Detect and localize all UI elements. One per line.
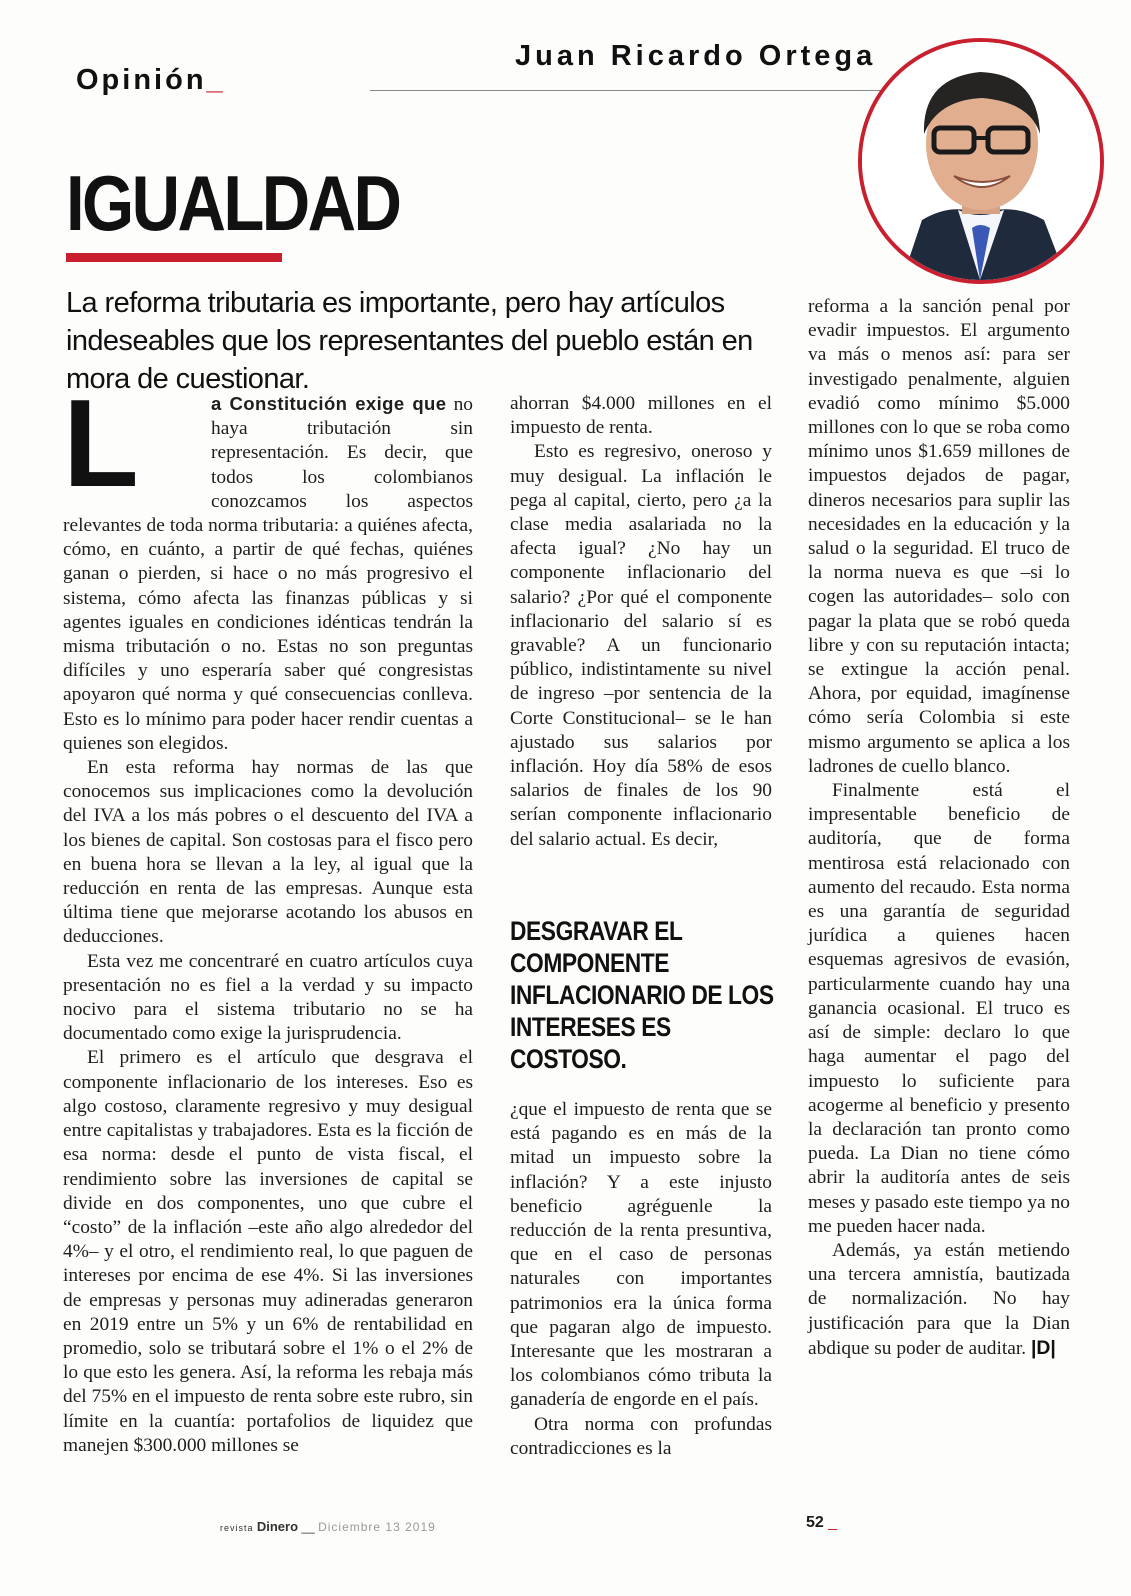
section-suffix: _: [206, 64, 226, 96]
headline-accent-bar: [66, 253, 282, 262]
article-paragraph: ¿que el impuesto de renta que se está pagando es en más de la mitad un impuesto sobre la inflación? Y a este injusto beneficio agréguenle la reducción de la renta presuntiva, que en el caso de personas naturales con importantes patrimonios era la única forma que pagaran algo de impuesto. Interesante que les mostraran a los colombianos cómo tributa la ganadería de engorde en el país.: [510, 1099, 772, 1411]
pull-quote: DESGRAVAR EL COMPONENTE INFLACIONARIO DE LOS INTERESES ES COSTOSO.: [510, 916, 774, 1074]
lead-text: no haya tributación sin representación. Es decir, que todos los colombianos conozcamos los aspectos relevantes de toda norma tributaria: a quiénes afecta, cómo, en cuánto, a partir de qué fechas, quiénes ganan o pierden, si hace o no más progresivo el sistema, cómo afecta las finanzas públicas y si agentes iguales en condiciones idénticas tendrán la misma tributación o no. Estas no son preguntas difíciles y uno esperaría saber qué congresistas apoyaron qué norma y qué consecuencias conlleva. Esto es lo mínimo para poder hacer rendir cuentas a quienes son elegidos.: [63, 394, 473, 754]
closing-text: Además, ya están metiendo una tercera amnistía, bautizada de normalización. No hay justificación para que la Dian abdique su poder de auditar.: [808, 1239, 1070, 1359]
page-number-suffix: _: [828, 1514, 838, 1531]
section-label: [76, 64, 226, 97]
footer-magazine: revista: [220, 1523, 254, 1533]
article-paragraph: Finalmente está el impresentable beneficio de auditoría, que de forma mentirosa está relacionado con aumento del recaudo. Esta norma es una garantía de seguridad jurídica a quienes hacen esquemas agresivos de evasión, particularmente cuando hay una ganancia ocasional. El truco es así de simple: declaro lo que haga aumentar el pago del impuesto lo suficiente para acogerme al beneficio y presento la declaración tan pronto como pueda. La Dian no tiene cómo abrir la auditoría antes de seis meses y pasado este tiempo ya no me pueden hacer nada.: [808, 780, 1070, 1237]
section-name: Opinión: [76, 64, 207, 96]
article-column-2: [510, 392, 772, 852]
author-portrait: [858, 38, 1104, 284]
author-name: Juan Ricardo Ortega: [515, 40, 877, 72]
footer-brand: Dinero: [256, 1519, 299, 1534]
portrait-illustration: [862, 42, 1100, 280]
article-paragraph: Otra norma con profundas contradicciones es la: [510, 1413, 772, 1459]
article-paragraph: ahorran $4.000 millones en el impuesto de renta.: [510, 393, 772, 439]
headline: IGUALDAD: [66, 159, 400, 247]
article-paragraph: [808, 1239, 1070, 1361]
author-rule: [370, 90, 885, 91]
footer-credit: [220, 1519, 436, 1534]
lead-in: a Constitución exige que: [211, 393, 447, 414]
footer-date: Diciembre 13 2019: [318, 1520, 436, 1534]
footer-separator: __: [301, 1520, 315, 1534]
page-number: [806, 1514, 837, 1532]
deck: La reforma tributaria es importante, pero hay artículos indeseables que los representantes del pueblo están en mora de cuestionar.: [66, 287, 753, 395]
article-paragraph: El primero es el artículo que desgrava el componente inflacionario de los intereses. Eso es algo costoso, claramente regresivo y muy desigual entre capitalistas y trabajadores. Esta es la ficción de esa norma: desde el punto de vista fiscal, el rendimiento sobre las inversiones de capital se divide en dos componentes, uno que cubre el “costo” de la inflación –este año algo alrededor del 4%– y el otro, el rendimiento real, lo que paguen de intereses por encima de ese 4%. Si las inversiones de empresas y personas muy adineradas generaron en 2019 entre un 5% y un 6% de rentabilidad en promedio, solo se tributará sobre el 1% o el 2% de lo que esto les genera. Así, la reforma les rebaja más del 75% en el impuesto de renta sobre este rubro, sin límite en la cuantía: portafolios de liquidez que manejen $300.000 millones se: [63, 1047, 473, 1456]
article-paragraph: En esta reforma hay normas de las que conocemos sus implicaciones como la devolución del IVA a los más pobres o el descuento del IVA a los bienes de capital. Son costosas para el fisco pero en buena hora se llevan a la ley, al igual que la reducción en renta de las empresas. Aunque esta última tiene que mejorarse acotando los abusos en deducciones.: [63, 757, 473, 948]
article-column-3: [808, 295, 1070, 1361]
article-paragraph: Esta vez me concentraré en cuatro artículos cuya presentación no es fiel a la verdad y su impacto nocivo para el sistema tributario no se ha documentado como exige la jurisprudencia.: [63, 950, 473, 1045]
end-mark: |D|: [1030, 1336, 1056, 1359]
page-number-value: 52: [806, 1514, 824, 1531]
article-column-2-continued: [510, 1098, 772, 1461]
article-column-1: [63, 375, 473, 1458]
article-paragraph: Esto es regresivo, oneroso y muy desigual. La inflación le pega al capital, cierto, pero ¿a la clase media asalariada no la afecta igual? ¿No hay un componente inflacionario del salario? ¿Por qué el componente inflacionario del salario sí es gravable? A un funcionario público, indistintamente su nivel de ingreso –por sentencia de la Corte Constitucional– se le han ajustado sus salarios por inflación. Hoy día 58% de esos salarios de finales de los 90 serían componente inflacionario del salario actual. Es decir,: [510, 441, 772, 850]
drop-cap: L: [63, 375, 139, 513]
article-paragraph: reforma a la sanción penal por evadir impuestos. El argumento va más o menos así: para ser investigado penalmente, alguien evadió como mínimo $5.000 millones con lo que se roba como mínimo unos $1.659 millones de impuestos dejados de pagar, dineros necesarios para suplir las necesidades en la educación y la salud o la seguridad. El truco de la norma nueva es que –si lo cogen las autoridades– solo con pagar la plata que se robó queda libre y con su reputación intacta; se extingue la acción penal. Ahora, por equidad, imagínense cómo sería Colombia si este mismo argumento se aplica a los ladrones de cuello blanco.: [808, 296, 1070, 777]
